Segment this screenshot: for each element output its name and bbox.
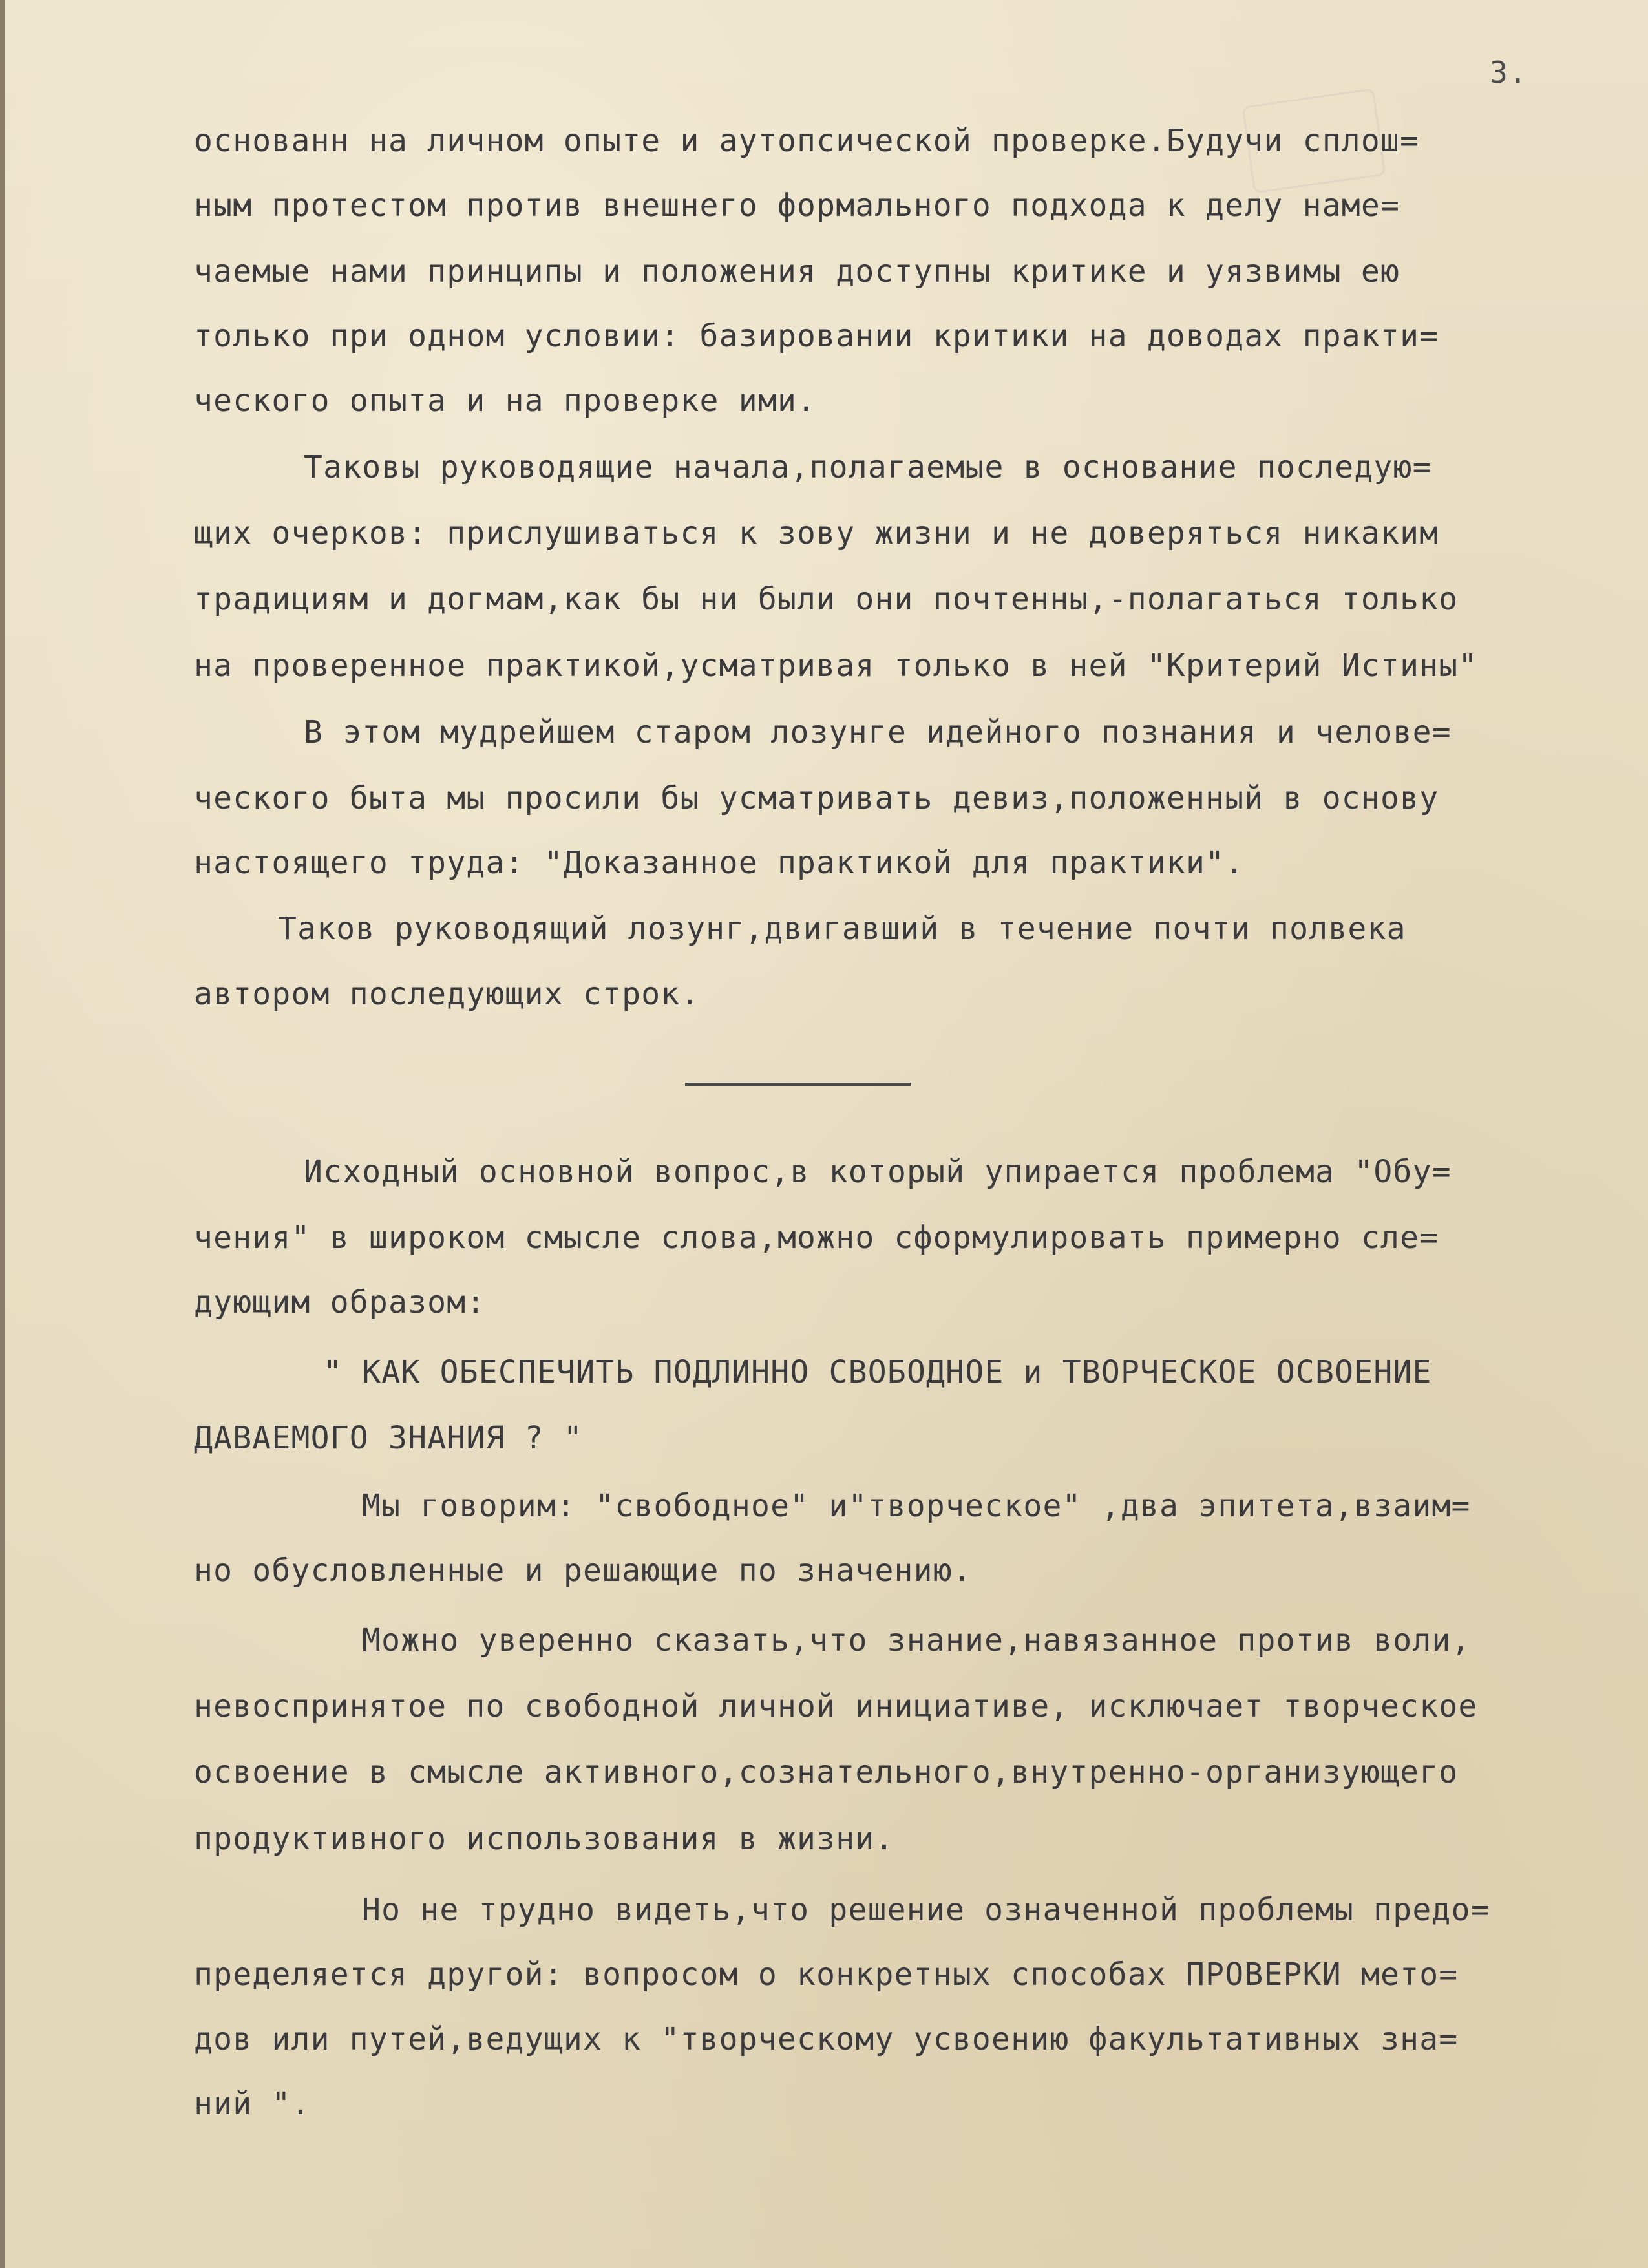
text-line: но обусловленные и решающие по значению. [194,1553,972,1589]
section-separator [685,1083,911,1086]
quoted-question-line: ДАВАЕМОГО ЗНАНИЯ ? " [194,1420,583,1456]
text-line: традициям и догмам,как бы ни были они почтенны,-полагаться только [194,581,1459,617]
text-line: Таков руководящий лозунг,двигавший в течение почти полвека [278,911,1406,947]
text-line: пределяется другой: вопросом о конкретных способах ПРОВЕРКИ мето= [194,1956,1459,1993]
text-line: ний ". [194,2086,311,2122]
text-line: Мы говорим: "свободное" и"творческое" ,два эпитета,взаим= [362,1488,1471,1524]
text-line: чения" в широком смысле слова,можно сформулировать примерно сле= [194,1220,1439,1256]
text-line: на проверенное практикой,усматривая только в ней "Критерий Истины" [194,648,1478,684]
text-line: дов или путей,ведущих к "творческому усвоению факультативных зна= [194,2021,1459,2057]
text-line: Но не трудно видеть,что решение означенной проблемы предо= [362,1892,1490,1928]
text-line: ческого быта мы просили бы усматривать девиз,положенный в основу [194,780,1439,816]
text-line: ным протестом против внешнего формального подхода к делу наме= [194,187,1400,224]
text-line: невоспринятое по свободной личной инициативе, исключает творческое [194,1688,1478,1724]
text-line: основанн на личном опыте и аутопсической проверке.Будучи сплош= [194,123,1420,159]
text-line: настоящего труда: "Доказанное практикой для практики". [194,845,1245,881]
page-edge-shadow [0,0,5,2268]
text-line: Исходный основной вопрос,в который упирается проблема "Обу= [304,1154,1452,1190]
quoted-question-line: " КАК ОБЕСПЕЧИТЬ ПОДЛИННО СВОБОДНОЕ и ТВОРЧЕСКОЕ ОСВОЕНИЕ [323,1354,1432,1390]
text-line: щих очерков: прислушиваться к зову жизни и не доверяться никаким [194,515,1439,551]
text-line: дующим образом: [194,1284,486,1320]
text-line: автором последующих строк. [194,976,700,1012]
text-line: продуктивного использования в жизни. [194,1821,894,1857]
text-line: Можно уверенно сказать,что знание,навязанное против воли, [362,1622,1471,1659]
text-line: чаемые нами принципы и положения доступны критике и уязвимы ею [194,253,1400,290]
text-line: освоение в смысле активного,сознательного,внутренно-организующего [194,1754,1459,1790]
text-line: ческого опыта и на проверке ими. [194,383,817,419]
page-number: 3. [1490,55,1528,90]
text-line: В этом мудрейшем старом лозунге идейного познания и челове= [304,714,1452,750]
text-line: только при одном условии: базировании критики на доводах практи= [194,318,1439,354]
text-line: Таковы руководящие начала,полагаемые в основание последую= [304,449,1432,485]
